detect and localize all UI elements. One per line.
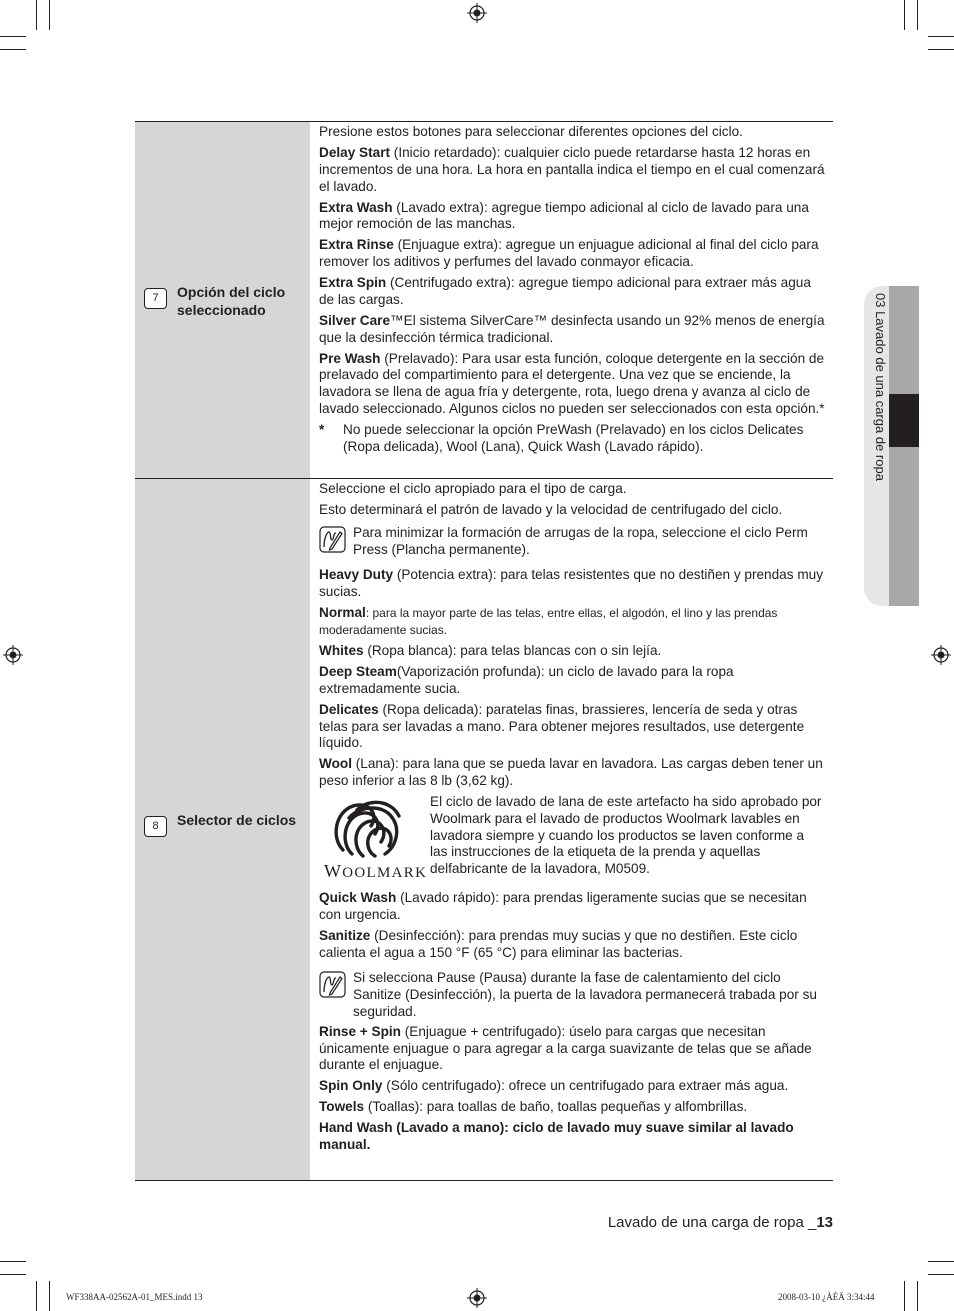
crop-mark	[49, 0, 50, 30]
paragraph: Esto determinará el patrón de lavado y la velocidad de centrifugado del ciclo.	[319, 501, 783, 517]
cycle-spin-only: Spin Only (Sólo centrifugado): ofrece un centrifugado para extraer más agua.	[319, 1078, 789, 1094]
crop-mark	[0, 1274, 26, 1275]
option-silver-care: Silver Care™El sistema SilverCare™ desinfecta usando un 92% menos de energía que la desinfección térmica tradicional.	[319, 312, 825, 345]
row-label-cell	[135, 479, 310, 1180]
row-label-text: Selector de ciclos	[177, 812, 297, 828]
chapter-tab-marker	[889, 394, 919, 447]
crop-mark	[928, 1274, 954, 1275]
crop-mark	[928, 36, 954, 37]
crop-mark	[904, 1281, 905, 1311]
woolmark-block	[319, 794, 825, 886]
cycle-deep-steam: Deep Steam(Vaporización profunda): un ciclo de lavado para la ropa extremadamente sucia.	[319, 663, 734, 696]
option-extra-wash: Extra Wash (Lavado extra): agregue tiempo adicional al ciclo de lavado para una mejor remoción de las manchas.	[319, 199, 809, 232]
footnote: * No puede seleccionar la opción PreWash (Prelavado) en los ciclos Delicates (Ropa delicada), Wool (Lana), Quick Wash (Lavado rápido).	[319, 422, 804, 454]
registration-mark-icon	[3, 645, 23, 665]
crop-mark	[0, 1261, 26, 1262]
note	[319, 525, 825, 559]
cycle-normal: Normal: para la mayor parte de las telas, entre ellas, el algodón, el lino y las prendas moderadamente sucias.	[319, 605, 778, 637]
print-slug-right: 2008-03-10 ¿ÀÈÄ 3:34:44	[778, 1292, 875, 1302]
row-content-cell	[310, 479, 833, 1180]
note-pencil-icon	[319, 971, 346, 998]
page-footer: Lavado de una carga de ropa _13	[607, 1214, 833, 1231]
crop-mark	[49, 1281, 50, 1311]
crop-mark	[36, 0, 37, 30]
woolmark-logo-icon	[319, 794, 428, 886]
paragraph: Seleccione el ciclo apropiado para el tipo de carga.	[319, 481, 627, 496]
page-number: 13	[816, 1214, 833, 1231]
crop-mark	[917, 1281, 918, 1311]
cycle-quick-wash: Quick Wash (Lavado rápido): para prendas ligeramente sucias que se necesitan con urgencia.	[319, 890, 807, 922]
cycle-rinse-spin: Rinse + Spin (Enjuague + centrifugado): úselo para cargas que necesitan únicamente enjuague o para agregar a la carga suavizante de telas que se añade durante el enjuague.	[319, 1023, 812, 1073]
row-label	[144, 283, 302, 319]
paragraph: Presione estos botones para seleccionar diferentes opciones del ciclo.	[319, 124, 743, 139]
note-text: Si selecciona Pause (Pausa) durante la fase de calentamiento del ciclo Sanitize (Desinfección), la puerta de la lavadora permanecerá trabada por su seguridad.	[353, 970, 817, 1020]
cycle-towels: Towels (Toallas): para toallas de baño, toallas pequeñas y alfombrillas.	[319, 1099, 748, 1115]
registration-mark-icon	[931, 645, 951, 665]
registration-mark-icon	[467, 1288, 487, 1308]
row-number-badge: 8	[144, 816, 167, 837]
crop-mark	[928, 1261, 954, 1262]
crop-mark	[36, 1281, 37, 1311]
note	[319, 970, 825, 1020]
cycle-hand-wash: Hand Wash (Lavado a mano): ciclo de lavado muy suave similar al lavado manual.	[319, 1120, 794, 1153]
row-content-cell	[310, 122, 833, 478]
cycle-whites: Whites (Ropa blanca): para telas blancas con o sin lejía.	[319, 642, 662, 658]
woolmark-text: El ciclo de lavado de lana de este artefacto ha sido aprobado por Woolmark para el lavado de productos Woolmark lavables en lavadora siempre y cuando los productos se laven conforme a las instrucciones de la etiqueta de la prenda y aquellas delfabricante de la lavadora, M0509.	[430, 794, 822, 877]
woolmark-wordmark: WOOLMARK	[324, 861, 428, 882]
registration-mark-icon	[467, 3, 487, 23]
row-number-badge: 7	[144, 288, 167, 309]
row-label-cell	[135, 122, 310, 478]
cycle-heavy-duty: Heavy Duty (Potencia extra): para telas resistentes que no destiñen y prendas muy sucias.	[319, 567, 823, 600]
option-extra-spin: Extra Spin (Centrifugado extra): agregue tiempo adicional para extraer más agua de las cargas.	[319, 275, 811, 307]
option-extra-rinse: Extra Rinse (Enjuague extra): agregue un enjuague adicional al final del ciclo para remover los aditivos y perfumes del lavado conmayor eficacia.	[319, 237, 819, 270]
chapter-tab-label: 03 Lavado de una carga de ropa	[873, 293, 888, 481]
cycle-delicates: Delicates (Ropa delicada): paratelas finas, brassieres, lencería de seda y otras telas para ser lavadas a mano. Para obtener mejores resultados, use detergente líquido.	[319, 701, 805, 751]
cycle-sanitize: Sanitize (Desinfección): para prendas muy sucias y que no destiñen. Este ciclo calienta el agua a 150 °F (65 °C) para eliminar las bacterias.	[319, 927, 798, 960]
row-label-text: Opción del ciclo seleccionado	[177, 284, 286, 318]
table-row	[135, 122, 833, 478]
option-delay-start: Delay Start (Inicio retardado): cualquier ciclo puede retardarse hasta 12 horas en incrementos de una hora. La hora en pantalla indica el tiempo en el cual comenzará el lavado.	[319, 144, 825, 194]
crop-mark	[904, 0, 905, 30]
cycle-wool: Wool (Lana): para lana que se pueda lavar en lavadora. Las cargas deben tener un peso inferior a las 8 lb (3,62 kg).	[319, 756, 823, 789]
note-text: Para minimizar la formación de arrugas de la ropa, seleccione el ciclo Perm Press (Plancha permanente).	[353, 524, 808, 557]
row-label	[144, 811, 302, 837]
options-table	[135, 121, 833, 1181]
note-pencil-icon	[319, 526, 346, 553]
crop-mark	[917, 0, 918, 30]
print-slug-left: WF338AA-02562A-01_MES.indd 13	[66, 1292, 203, 1302]
table-row	[135, 478, 833, 1180]
crop-mark	[0, 49, 26, 50]
crop-mark	[0, 36, 26, 37]
option-pre-wash: Pre Wash (Prelavado): Para usar esta función, coloque detergente en la sección de prelavado del compartimiento para el detergente. Una vez que se enciende, la lavadora se llena de agua fría y detergente, rota, luego drena y avanza al ciclo de lavado seleccionado. Algunos ciclos no pueden ser seleccionados con esta opción.*	[319, 350, 825, 417]
crop-mark	[928, 49, 954, 50]
